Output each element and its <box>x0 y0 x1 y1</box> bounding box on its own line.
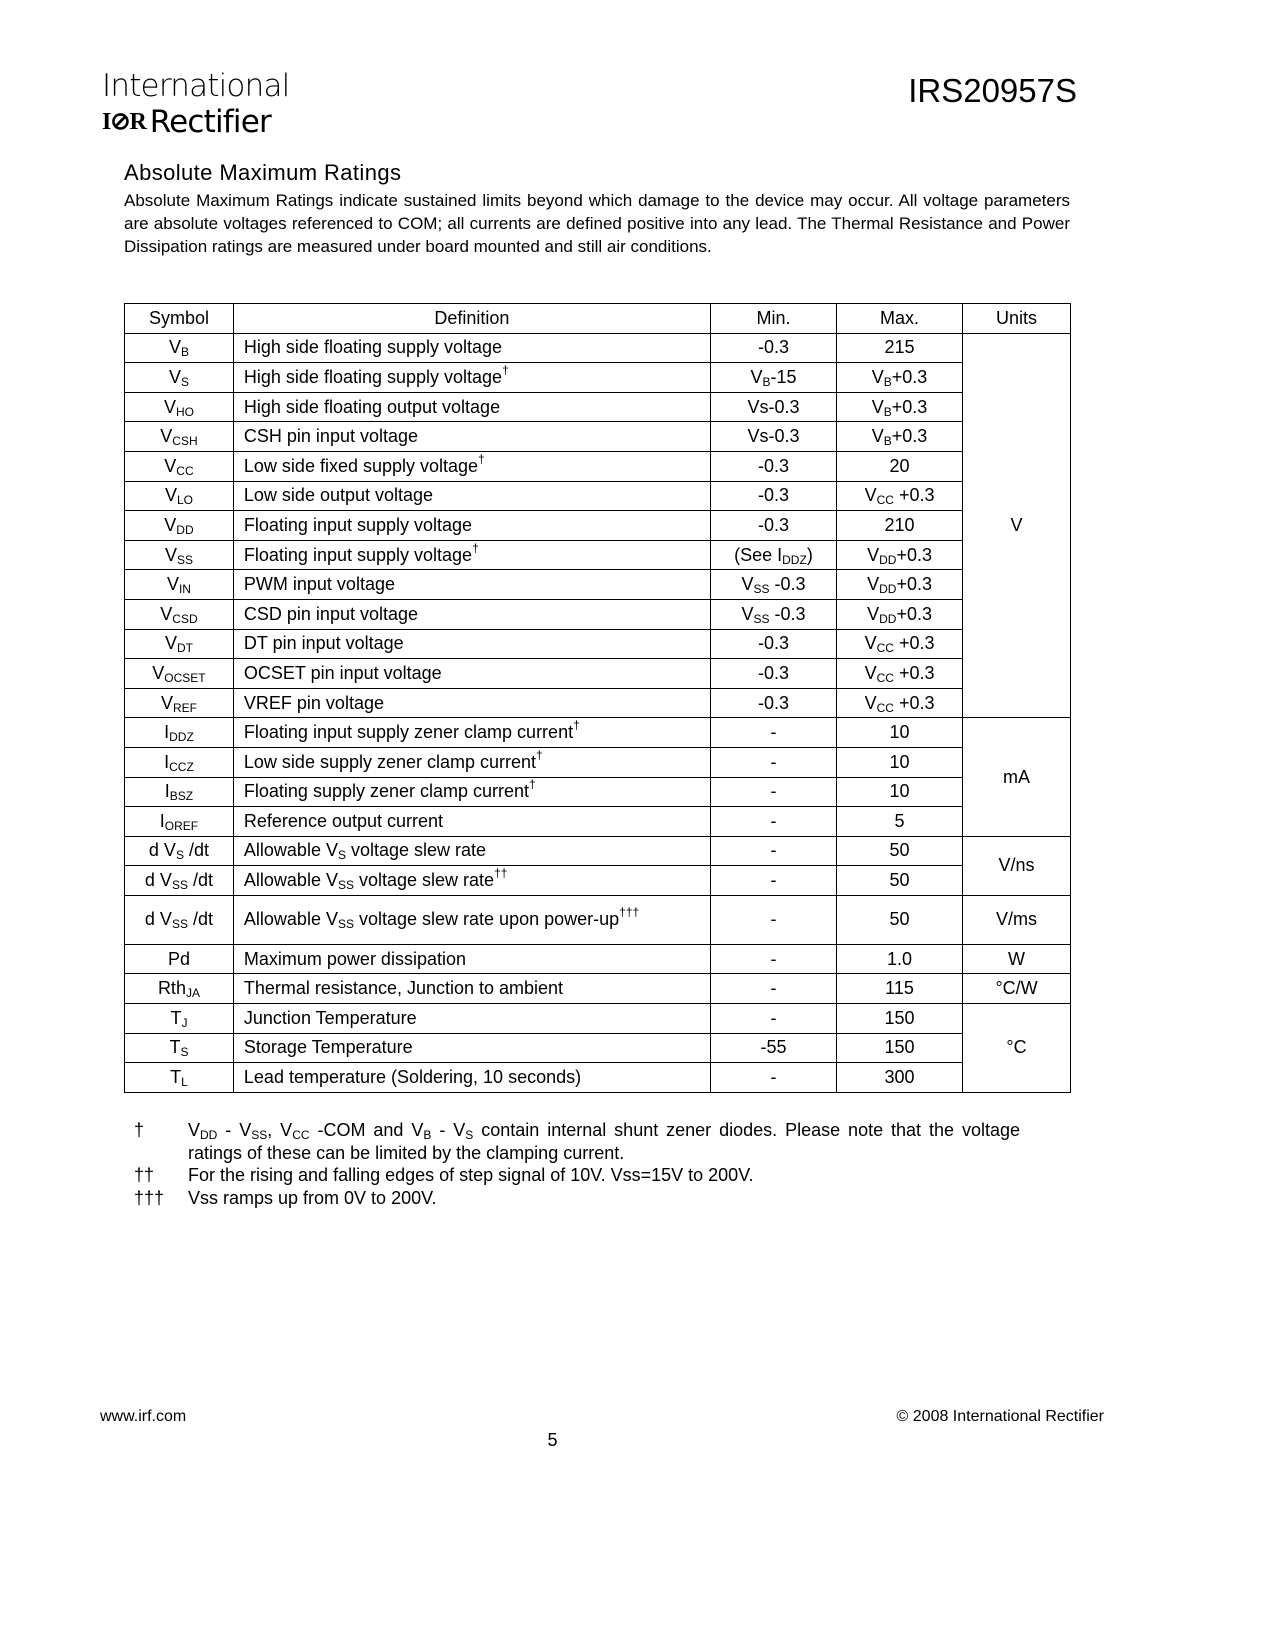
cell-min: - <box>710 895 836 944</box>
footnote-text: $V_{DD} - V_{SS}$, $V_{CC}$ -COM and $V_B - V_S$ contain internal shunt zener diodes. Please note that the voltage ratings of these can be limited by the clamping current. <box>188 1120 1020 1163</box>
cell-min: Vs-0.3 <box>710 392 836 422</box>
table-row <box>125 777 1071 807</box>
cell-definition: Floating input supply voltage† <box>233 540 710 570</box>
cell-symbol: d $V_{SS}$ /dt <box>125 866 234 896</box>
cell-max: 50 <box>837 836 963 866</box>
cell-definition: Maximum power dissipation <box>233 944 710 974</box>
page-number: 5 <box>547 1430 558 1450</box>
footnote-2 <box>124 1164 1020 1187</box>
table-row <box>125 599 1071 629</box>
cell-symbol: $V_{CSD}$ <box>125 599 234 629</box>
cell-units: V/ms <box>963 895 1071 944</box>
cell-min: -0.3 <box>710 629 836 659</box>
cell-min: -0.3 <box>710 481 836 511</box>
cell-min: $V_{SS}$ -0.3 <box>710 599 836 629</box>
cell-min: - <box>710 944 836 974</box>
cell-symbol: $V_{DT}$ <box>125 629 234 659</box>
cell-max: 300 <box>837 1063 963 1093</box>
footnote-mark: †† <box>134 1165 155 1185</box>
table-row <box>125 974 1071 1004</box>
cell-symbol: $V_{CC}$ <box>125 451 234 481</box>
absolute-maximum-ratings-table <box>124 303 1071 1093</box>
cell-min: - <box>710 866 836 896</box>
cell-max: $V_{CC} +0.3$ <box>837 659 963 689</box>
cell-min: -0.3 <box>710 333 836 363</box>
cell-definition: Junction Temperature <box>233 1004 710 1034</box>
cell-symbol: $T_L$ <box>125 1063 234 1093</box>
cell-max: 10 <box>837 747 963 777</box>
cell-definition: CSD pin input voltage <box>233 599 710 629</box>
cell-max: 150 <box>837 1004 963 1034</box>
cell-min: -0.3 <box>710 451 836 481</box>
cell-units: V/ns <box>963 836 1071 895</box>
footer-website-link[interactable]: www.irf.com <box>100 1408 187 1425</box>
cell-min: - <box>710 974 836 1004</box>
header-min: Min. <box>710 304 836 334</box>
cell-definition: VREF pin voltage <box>233 688 710 718</box>
table-row <box>125 451 1071 481</box>
table-row <box>125 688 1071 718</box>
cell-symbol: $V_{DD}$ <box>125 511 234 541</box>
cell-max: 10 <box>837 718 963 748</box>
cell-units: °C/W <box>963 974 1071 1004</box>
table-row <box>125 659 1071 689</box>
footnote-1 <box>124 1119 1020 1164</box>
table-row <box>125 570 1071 600</box>
company-logo <box>102 68 289 140</box>
cell-units: °C <box>963 1004 1071 1093</box>
cell-max: 150 <box>837 1033 963 1063</box>
cell-units: V <box>963 333 1071 718</box>
table-row <box>125 363 1071 393</box>
cell-min: - <box>710 836 836 866</box>
cell-max: 1.0 <box>837 944 963 974</box>
cell-min: - <box>710 718 836 748</box>
logo-word: Rectifier <box>149 104 271 140</box>
cell-symbol: $I_{BSZ}$ <box>125 777 234 807</box>
cell-max: $V_B+0.3$ <box>837 392 963 422</box>
cell-min: -55 <box>710 1033 836 1063</box>
cell-max: 50 <box>837 866 963 896</box>
cell-min: -0.3 <box>710 659 836 689</box>
table-row <box>125 944 1071 974</box>
cell-symbol: $V_S$ <box>125 363 234 393</box>
footnotes <box>124 1119 1020 1209</box>
footnote-mark: † <box>134 1120 145 1140</box>
cell-definition: Allowable $V_{SS}$ voltage slew rate†† <box>233 866 710 896</box>
table-row <box>125 836 1071 866</box>
cell-max: 10 <box>837 777 963 807</box>
table-row <box>125 629 1071 659</box>
cell-definition: Allowable $V_{SS}$ voltage slew rate upon power-up††† <box>233 895 710 944</box>
header-max: Max. <box>837 304 963 334</box>
cell-max: 210 <box>837 511 963 541</box>
cell-definition: Low side output voltage <box>233 481 710 511</box>
cell-max: 5 <box>837 807 963 837</box>
cell-definition: Allowable $V_S$ voltage slew rate <box>233 836 710 866</box>
section-title: Absolute Maximum Ratings <box>124 160 402 185</box>
footnote-text: Vss ramps up from 0V to 200V. <box>188 1187 437 1208</box>
cell-definition: High side floating supply voltage† <box>233 363 710 393</box>
cell-symbol: $V_{LO}$ <box>125 481 234 511</box>
cell-definition: High side floating output voltage <box>233 392 710 422</box>
part-number: IRS20957S <box>908 72 1077 109</box>
table-header-row <box>125 304 1071 334</box>
table-row <box>125 511 1071 541</box>
table-row <box>125 481 1071 511</box>
footnote-mark: ††† <box>134 1187 165 1208</box>
table-row <box>125 895 1071 944</box>
cell-definition: Low side supply zener clamp current† <box>233 747 710 777</box>
cell-definition: Floating input supply voltage <box>233 511 710 541</box>
cell-definition: Low side fixed supply voltage† <box>233 451 710 481</box>
cell-symbol: d $V_{SS}$ /dt <box>125 895 234 944</box>
cell-definition: Reference output current <box>233 807 710 837</box>
cell-min: -0.3 <box>710 511 836 541</box>
cell-min: -0.3 <box>710 688 836 718</box>
cell-symbol: $V_{HO}$ <box>125 392 234 422</box>
cell-symbol: $V_B$ <box>125 333 234 363</box>
cell-symbol: $I_{DDZ}$ <box>125 718 234 748</box>
header-definition: Definition <box>233 304 710 334</box>
cell-symbol: Pd <box>125 944 234 974</box>
intro-paragraph: Absolute Maximum Ratings indicate sustained limits beyond which damage to the device may occur. All voltage parameters are absolute voltages referenced to COM; all currents are defined positive into any lead. The Thermal Resistance and Power Dissipation ratings are measured under board mounted and still air conditions. <box>124 191 1070 256</box>
logo-text-international: International <box>102 68 290 104</box>
cell-min: Vs-0.3 <box>710 422 836 452</box>
cell-min: (See $I_{DDZ}$) <box>710 540 836 570</box>
cell-definition: Floating input supply zener clamp current† <box>233 718 710 748</box>
cell-symbol: d $V_S$ /dt <box>125 836 234 866</box>
cell-symbol: $T_S$ <box>125 1033 234 1063</box>
cell-units: mA <box>963 718 1071 836</box>
cell-symbol: $T_J$ <box>125 1004 234 1034</box>
table-row <box>125 392 1071 422</box>
cell-symbol: $V_{IN}$ <box>125 570 234 600</box>
ior-logo-mark: I⊘R <box>102 109 146 135</box>
table-row <box>125 866 1071 896</box>
cell-min: - <box>710 1004 836 1034</box>
footnote-3 <box>124 1187 1020 1210</box>
table-row <box>125 1063 1071 1093</box>
table-row <box>125 422 1071 452</box>
cell-definition: Floating supply zener clamp current† <box>233 777 710 807</box>
cell-max: 20 <box>837 451 963 481</box>
cell-symbol: $V_{OCSET}$ <box>125 659 234 689</box>
cell-max: $V_B+0.3$ <box>837 422 963 452</box>
footnote-text: For the rising and falling edges of step signal of 10V. Vss=15V to 200V. <box>188 1165 754 1185</box>
cell-max: $V_{CC} +0.3$ <box>837 481 963 511</box>
cell-min: - <box>710 1063 836 1093</box>
footer-copyright: © 2008 International Rectifier <box>896 1408 1104 1425</box>
cell-symbol: $V_{REF}$ <box>125 688 234 718</box>
cell-max: 215 <box>837 333 963 363</box>
cell-definition: High side floating supply voltage <box>233 333 710 363</box>
table-row <box>125 1033 1071 1063</box>
cell-max: $V_{DD}+0.3$ <box>837 540 963 570</box>
cell-max: 50 <box>837 895 963 944</box>
table-row <box>125 540 1071 570</box>
cell-min: - <box>710 807 836 837</box>
cell-definition: PWM input voltage <box>233 570 710 600</box>
cell-min: $V_B-15$ <box>710 363 836 393</box>
cell-max: 115 <box>837 974 963 1004</box>
cell-definition: DT pin input voltage <box>233 629 710 659</box>
cell-symbol: $I_{CCZ}$ <box>125 747 234 777</box>
cell-max: $V_{CC} +0.3$ <box>837 688 963 718</box>
cell-definition: Lead temperature (Soldering, 10 seconds) <box>233 1063 710 1093</box>
cell-max: $V_B+0.3$ <box>837 363 963 393</box>
cell-min: $V_{SS}$ -0.3 <box>710 570 836 600</box>
cell-min: - <box>710 777 836 807</box>
cell-definition: Storage Temperature <box>233 1033 710 1063</box>
cell-definition: CSH pin input voltage <box>233 422 710 452</box>
logo-text-rectifier <box>102 104 289 140</box>
cell-max: $V_{CC} +0.3$ <box>837 629 963 659</box>
table-row <box>125 1004 1071 1034</box>
cell-min: - <box>710 747 836 777</box>
cell-definition: OCSET pin input voltage <box>233 659 710 689</box>
cell-max: $V_{DD}+0.3$ <box>837 599 963 629</box>
cell-units: W <box>963 944 1071 974</box>
table-row <box>125 807 1071 837</box>
table-row <box>125 747 1071 777</box>
cell-symbol: $V_{SS}$ <box>125 540 234 570</box>
header-units: Units <box>963 304 1071 334</box>
table-row <box>125 718 1071 748</box>
cell-symbol: $I_{OREF}$ <box>125 807 234 837</box>
cell-symbol: $V_{CSH}$ <box>125 422 234 452</box>
table-row <box>125 333 1071 363</box>
cell-max: $V_{DD}+0.3$ <box>837 570 963 600</box>
cell-symbol: Rth$_{JA}$ <box>125 974 234 1004</box>
header-symbol: Symbol <box>125 304 234 334</box>
cell-definition: Thermal resistance, Junction to ambient <box>233 974 710 1004</box>
